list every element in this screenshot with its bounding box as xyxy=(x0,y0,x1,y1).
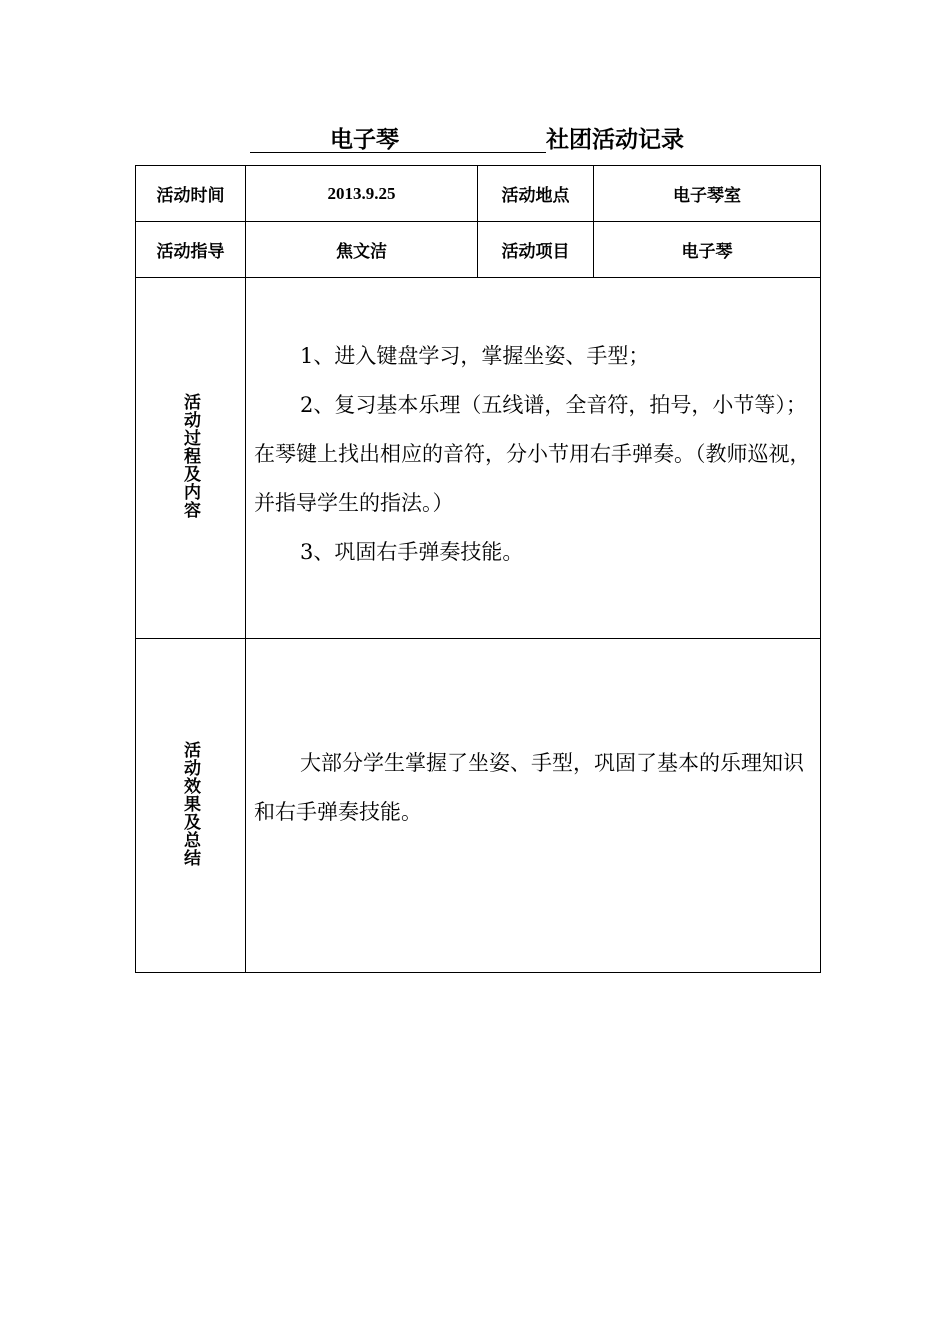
time-label: 活动时间 xyxy=(136,166,246,222)
effect-content xyxy=(246,639,821,973)
place-label: 活动地点 xyxy=(478,166,594,222)
process-label: 活动过程及内容 xyxy=(180,393,200,519)
table-row xyxy=(136,278,821,639)
guide-value: 焦文洁 xyxy=(246,222,478,278)
table-row xyxy=(136,166,821,222)
table-row xyxy=(136,639,821,973)
table-row xyxy=(136,222,821,278)
activity-record-table xyxy=(135,165,821,973)
time-value: 2013.9.25 xyxy=(246,166,478,222)
guide-label: 活动指导 xyxy=(136,222,246,278)
project-label: 活动项目 xyxy=(478,222,594,278)
effect-label-cell xyxy=(136,639,246,973)
effect-label: 活动效果及总结 xyxy=(180,740,200,867)
place-value: 电子琴室 xyxy=(594,166,821,222)
process-line-2: 2、复习基本乐理（五线谱，全音符，拍号，小节等）；在琴键上找出相应的音符，分小节用右手弹奏。（教师巡视，并指导学生的指法。） xyxy=(254,393,811,515)
club-name: 电子琴 xyxy=(330,127,399,153)
title-blank-field xyxy=(250,122,546,153)
process-line-1: 1、进入键盘学习，掌握坐姿、手型； xyxy=(300,344,650,368)
process-line-3: 3、巩固右手弹奏技能。 xyxy=(300,540,524,564)
process-content xyxy=(246,278,821,639)
project-value: 电子琴 xyxy=(594,222,821,278)
effect-text: 大部分学生掌握了坐姿、手型，巩固了基本的乐理知识和右手弹奏技能。 xyxy=(254,751,804,824)
process-label-cell xyxy=(136,278,246,639)
page-title xyxy=(250,122,684,158)
title-suffix: 社团活动记录 xyxy=(546,127,684,153)
